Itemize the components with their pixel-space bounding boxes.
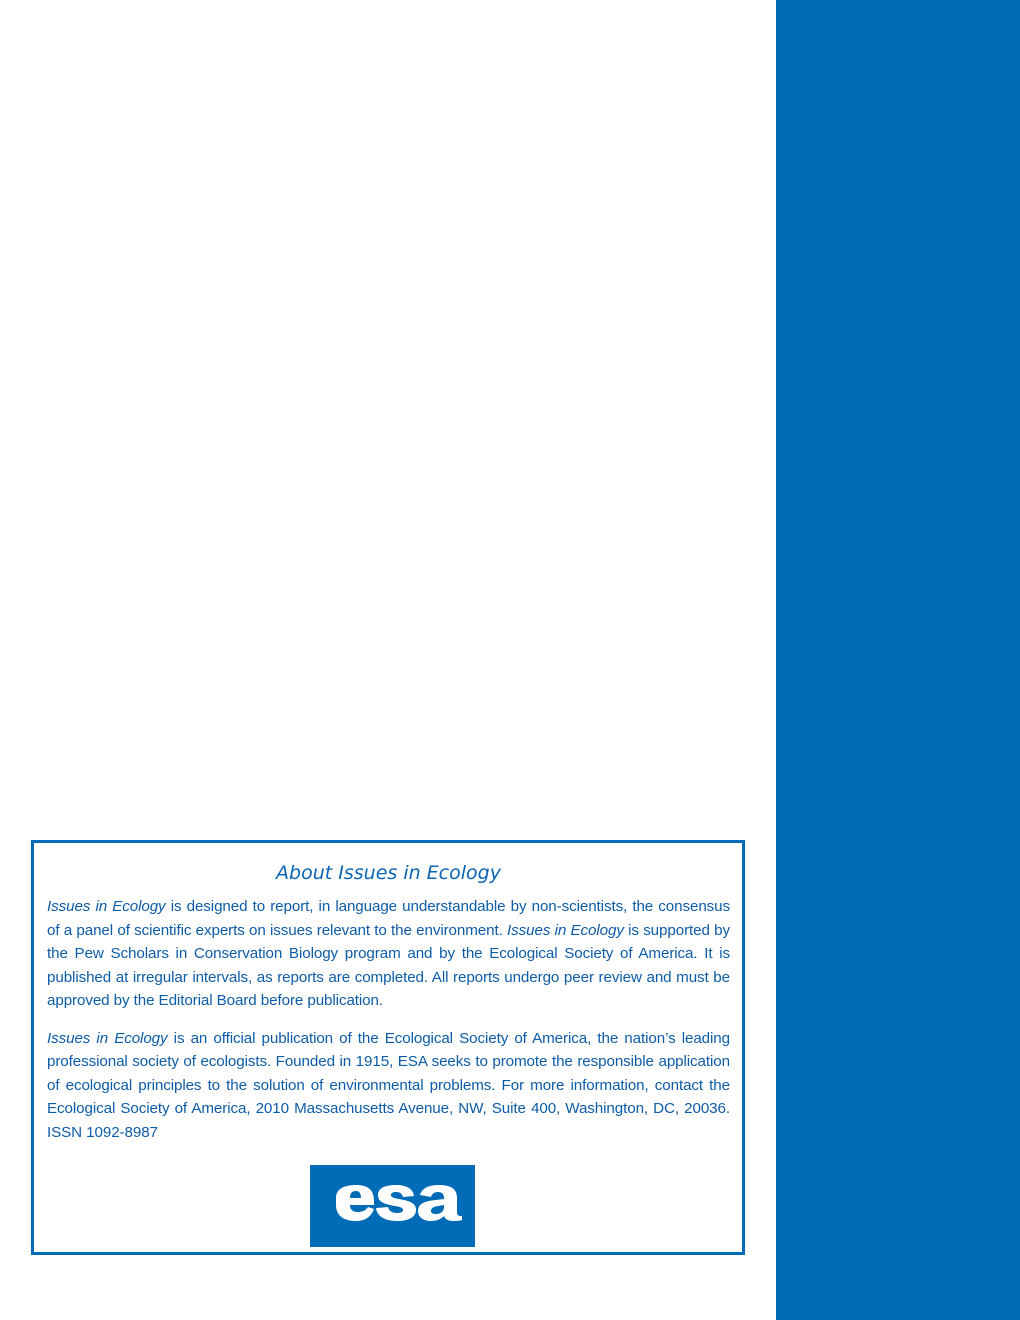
esa-logo-text: esa [310,1165,312,1166]
paragraph-text: is supported by the Pew Scholars in Conservation Biology program and by the Ecological Society of America. It is published at irregular intervals, as reports are completed. All reports undergo peer review and must be approved by the Editorial Board before publication. [47,921,730,1009]
about-title: About Issues in Ecology [276,862,501,884]
esa-logo-graphic [310,1165,475,1247]
paragraph-text: is an official publication of the Ecological Society of America, the nation’s leading professional society of ecologists. Founded in 1915, ESA seeks to promote the responsible application of ecological principles to the solution of environmental problems. For more information, contact the Ecological Society of America, 2010 Massachusetts Avenue, NW, Suite 400, Washington, DC, 20036. ISSN 1092-8987 [47,1029,730,1141]
about-issues-box [31,840,745,1255]
publication-name: Issues in Ecology [47,898,166,915]
about-paragraph-2 [47,1027,730,1145]
paragraph-text: is designed to report, in language understandable by non-scientists, the consensus of a panel of scientific experts on issues relevant to the environment. [47,898,730,939]
esa-logo [310,1165,475,1247]
publication-name: Issues in Ecology [507,921,624,939]
publication-name: Issues in Ecology [47,1029,168,1047]
about-paragraph-1 [47,895,730,1013]
blue-side-bar [776,0,1020,1320]
